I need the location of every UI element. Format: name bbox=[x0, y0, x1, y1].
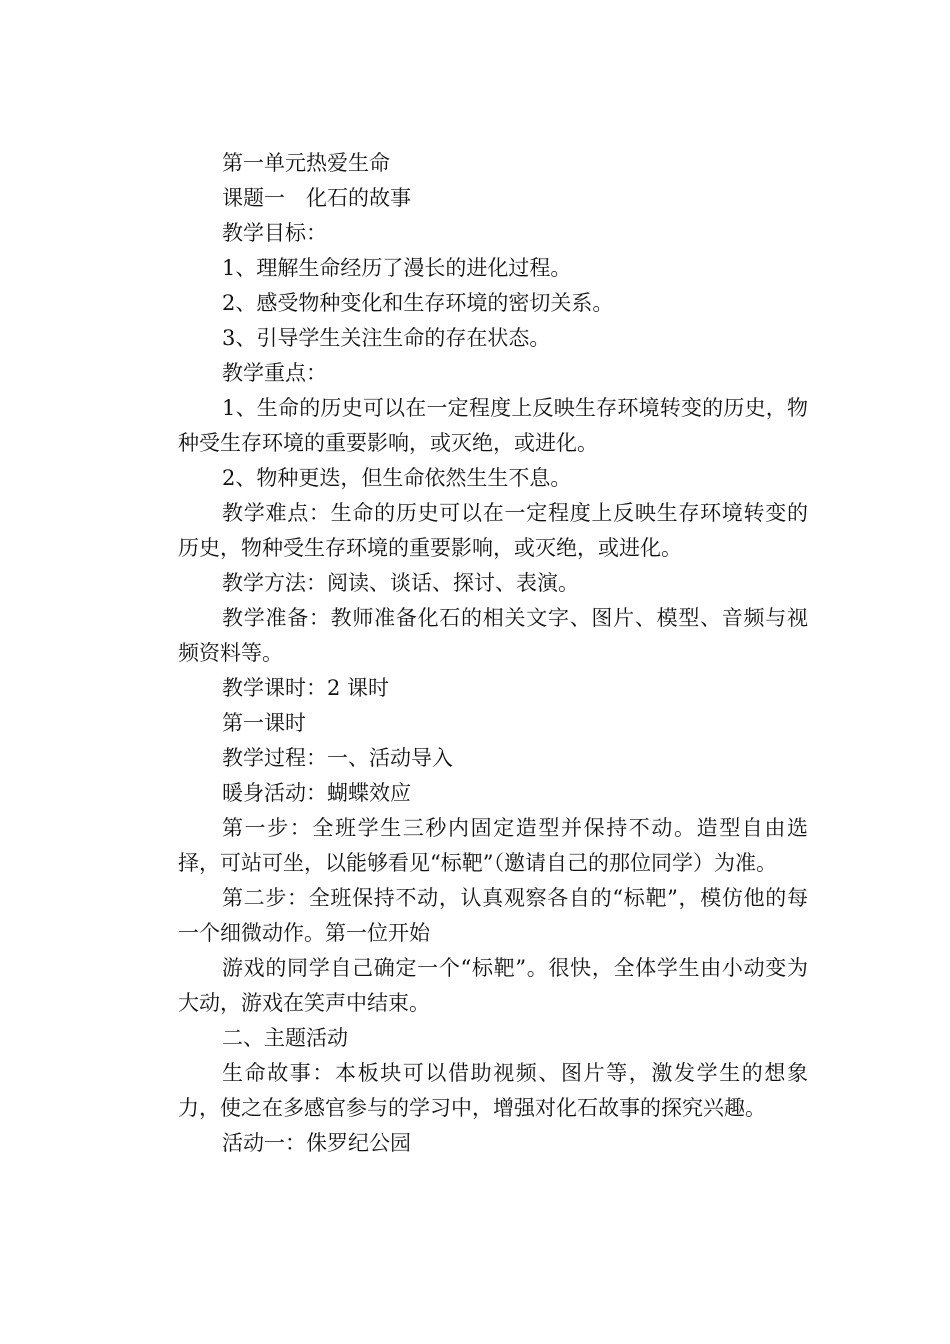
theme-activity-heading: 二、主题活动 bbox=[222, 1026, 348, 1050]
life-story-paragraph: 生命故事：本板块可以借助视频、图片等，激发学生的想象力，使之在多感官参与的学习中，增强对化石故事的探究兴趣。 bbox=[178, 1061, 808, 1120]
class-hours-paragraph: 教学课时：2 课时 bbox=[222, 676, 390, 700]
section-heading-objectives: 教学目标： bbox=[222, 221, 327, 245]
step-one-paragraph: 第一步：全班学生三秒内固定造型并保持不动。造型自由选择，可站可坐，以能够看见“标靶”（邀请自己的那位同学）为准。 bbox=[178, 816, 808, 875]
step-two-paragraph: 第二步：全班保持不动，认真观察各自的“标靶”，模仿他的每一个细微动作。第一位开始 bbox=[178, 886, 808, 945]
process-paragraph: 教学过程：一、活动导入 bbox=[222, 746, 453, 770]
document-page bbox=[178, 146, 808, 1161]
warmup-paragraph: 暖身活动：蝴蝶效应 bbox=[222, 781, 411, 805]
lesson-title: 课题一 化石的故事 bbox=[222, 186, 411, 210]
methods-paragraph: 教学方法：阅读、谈话、探讨、表演。 bbox=[222, 571, 579, 595]
key-point-item: 1、生命的历史可以在一定程度上反映生存环境转变的历史，物种受生存环境的重要影响，或灭绝，或进化。 bbox=[178, 396, 808, 455]
objective-item: 1、理解生命经历了漫长的进化过程。 bbox=[222, 256, 572, 280]
unit-title: 第一单元热爱生命 bbox=[222, 151, 390, 175]
difficulty-paragraph: 教学难点：生命的历史可以在一定程度上反映生存环境转变的历史，物种受生存环境的重要影响，或灭绝，或进化。 bbox=[178, 501, 808, 560]
objective-item: 2、感受物种变化和生存环境的密切关系。 bbox=[222, 291, 614, 315]
game-paragraph: 游戏的同学自己确定一个“标靶”。很快，全体学生由小动变为大动，游戏在笑声中结束。 bbox=[178, 956, 808, 1015]
key-point-item: 2、物种更迭，但生命依然生生不息。 bbox=[222, 466, 572, 490]
section-heading-key-points: 教学重点： bbox=[222, 361, 327, 385]
activity-one-heading: 活动一：侏罗纪公园 bbox=[222, 1131, 411, 1155]
objective-item: 3、引导学生关注生命的存在状态。 bbox=[222, 326, 551, 350]
first-lesson-heading: 第一课时 bbox=[222, 711, 306, 735]
preparation-paragraph: 教学准备：教师准备化石的相关文字、图片、模型、音频与视频资料等。 bbox=[178, 606, 808, 665]
